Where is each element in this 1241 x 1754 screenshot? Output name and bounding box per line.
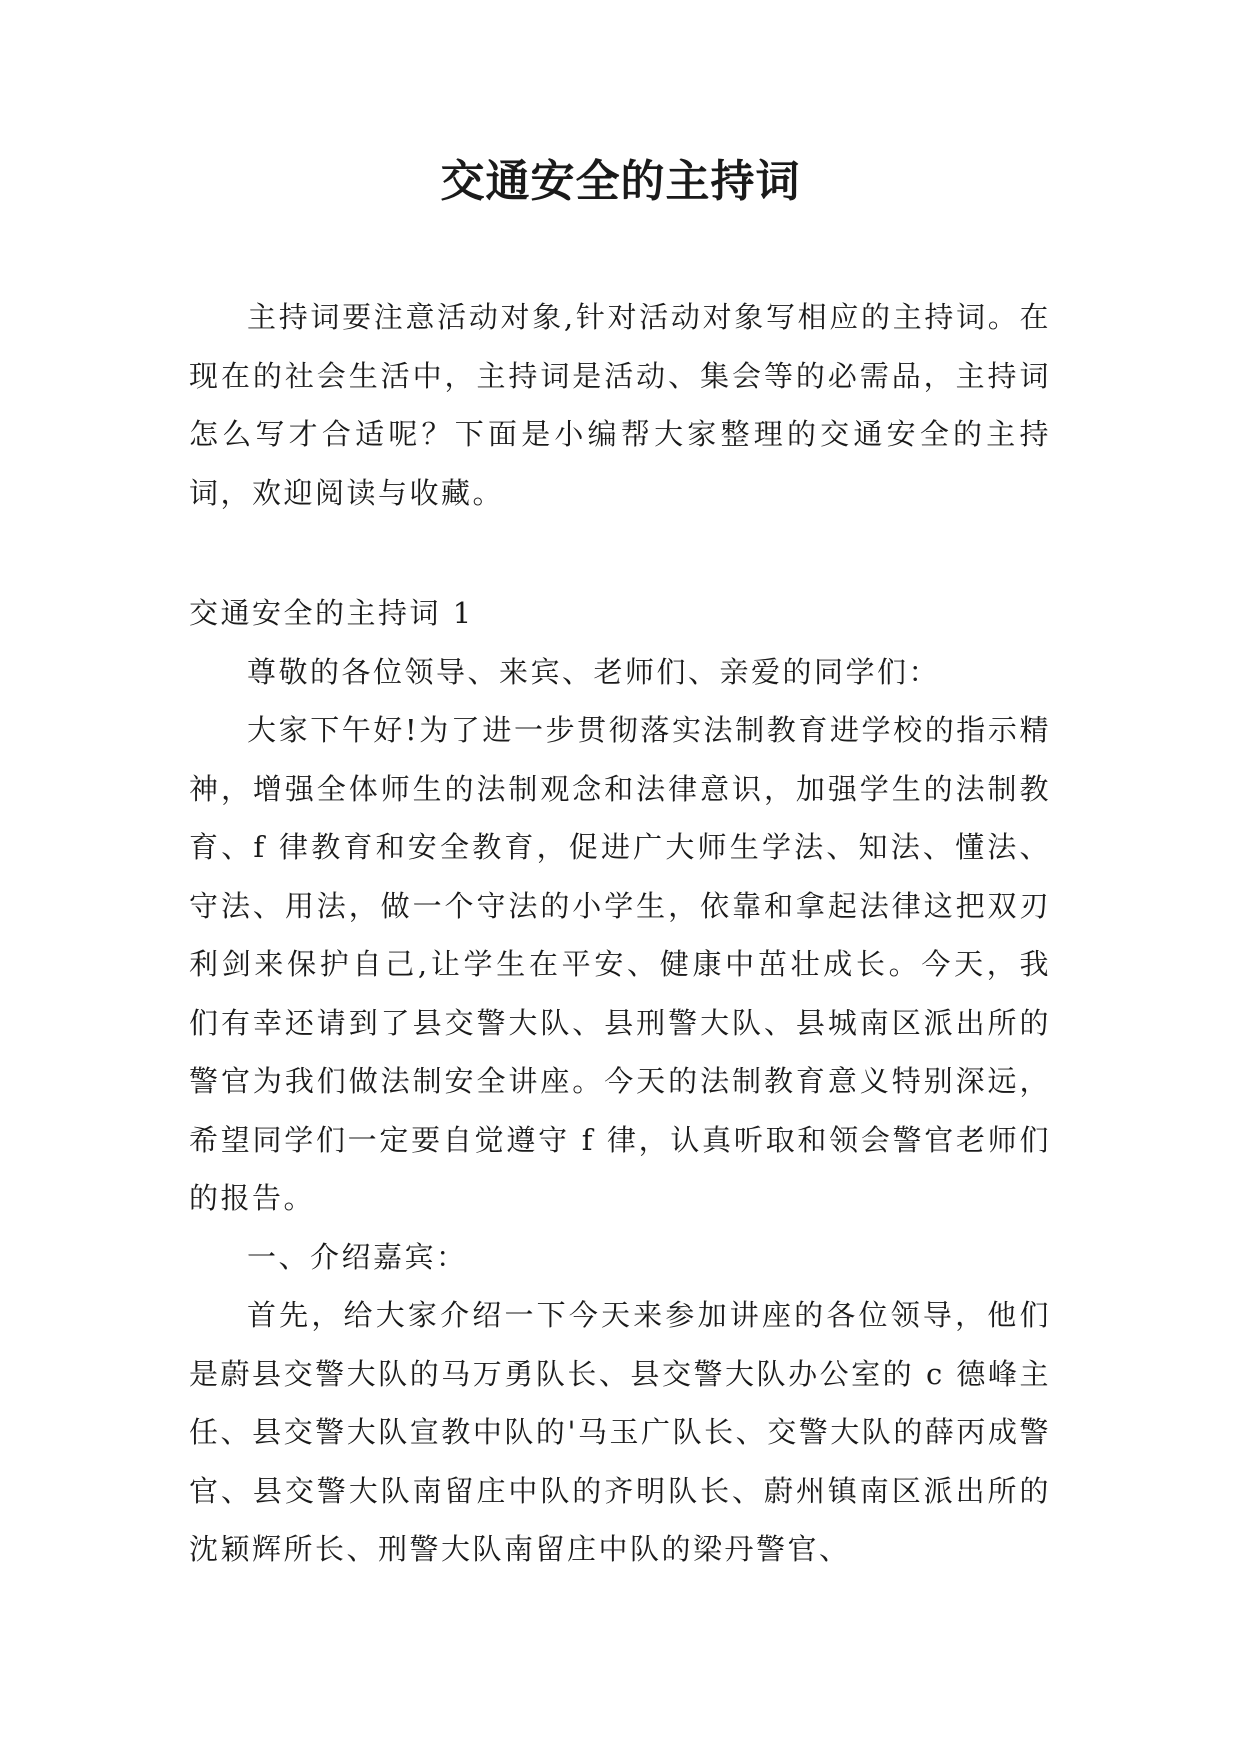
document-body (189, 288, 1051, 1579)
section-heading: 交通安全的主持词 1 (189, 596, 474, 630)
guest-list-paragraph: 首先，给大家介绍一下今天来参加讲座的各位领导，他们是蔚县交警大队的马万勇队长、县交警大队办公室的 c 德峰主任、县交警大队宣教中队的'马玉广队长、交警大队的薛丙成警官、县交警大队南留庄中队的齐明队长、蔚州镇南区派出所的沈颖辉所长、刑警大队南留庄中队的梁丹警官、 (189, 1298, 1051, 1566)
intro-paragraph: 主持词要注意活动对象,针对活动对象写相应的主持词。在现在的社会生活中，主持词是活动、集会等的必需品，主持词怎么写才合适呢？下面是小编帮大家整理的交通安全的主持词，欢迎阅读与收藏。 (189, 300, 1051, 510)
guest-intro-heading: 一、介绍嘉宾： (247, 1239, 468, 1274)
opening-paragraph: 大家下午好!为了进一步贯彻落实法制教育进学校的指示精神，增强全体师生的法制观念和法律意识，加强学生的法制教育、f 律教育和安全教育，促进广大师生学法、知法、懂法、守法、用法，做一个守法的小学生，依靠和拿起法律这把双刃利剑来保护自己,让学生在平安、健康中茁壮成长。今天，我们有幸还请到了县交警大队、县刑警大队、县城南区派出所的警官为我们做法制安全讲座。今天的法制教育意义特别深远，希望同学们一定要自觉遵守 f 律，认真听取和领会警官老师们的报告。 (189, 713, 1051, 1215)
salutation-paragraph: 尊敬的各位领导、来宾、老师们、亲爱的同学们： (247, 654, 941, 689)
document-title: 交通安全的主持词 (440, 156, 801, 207)
